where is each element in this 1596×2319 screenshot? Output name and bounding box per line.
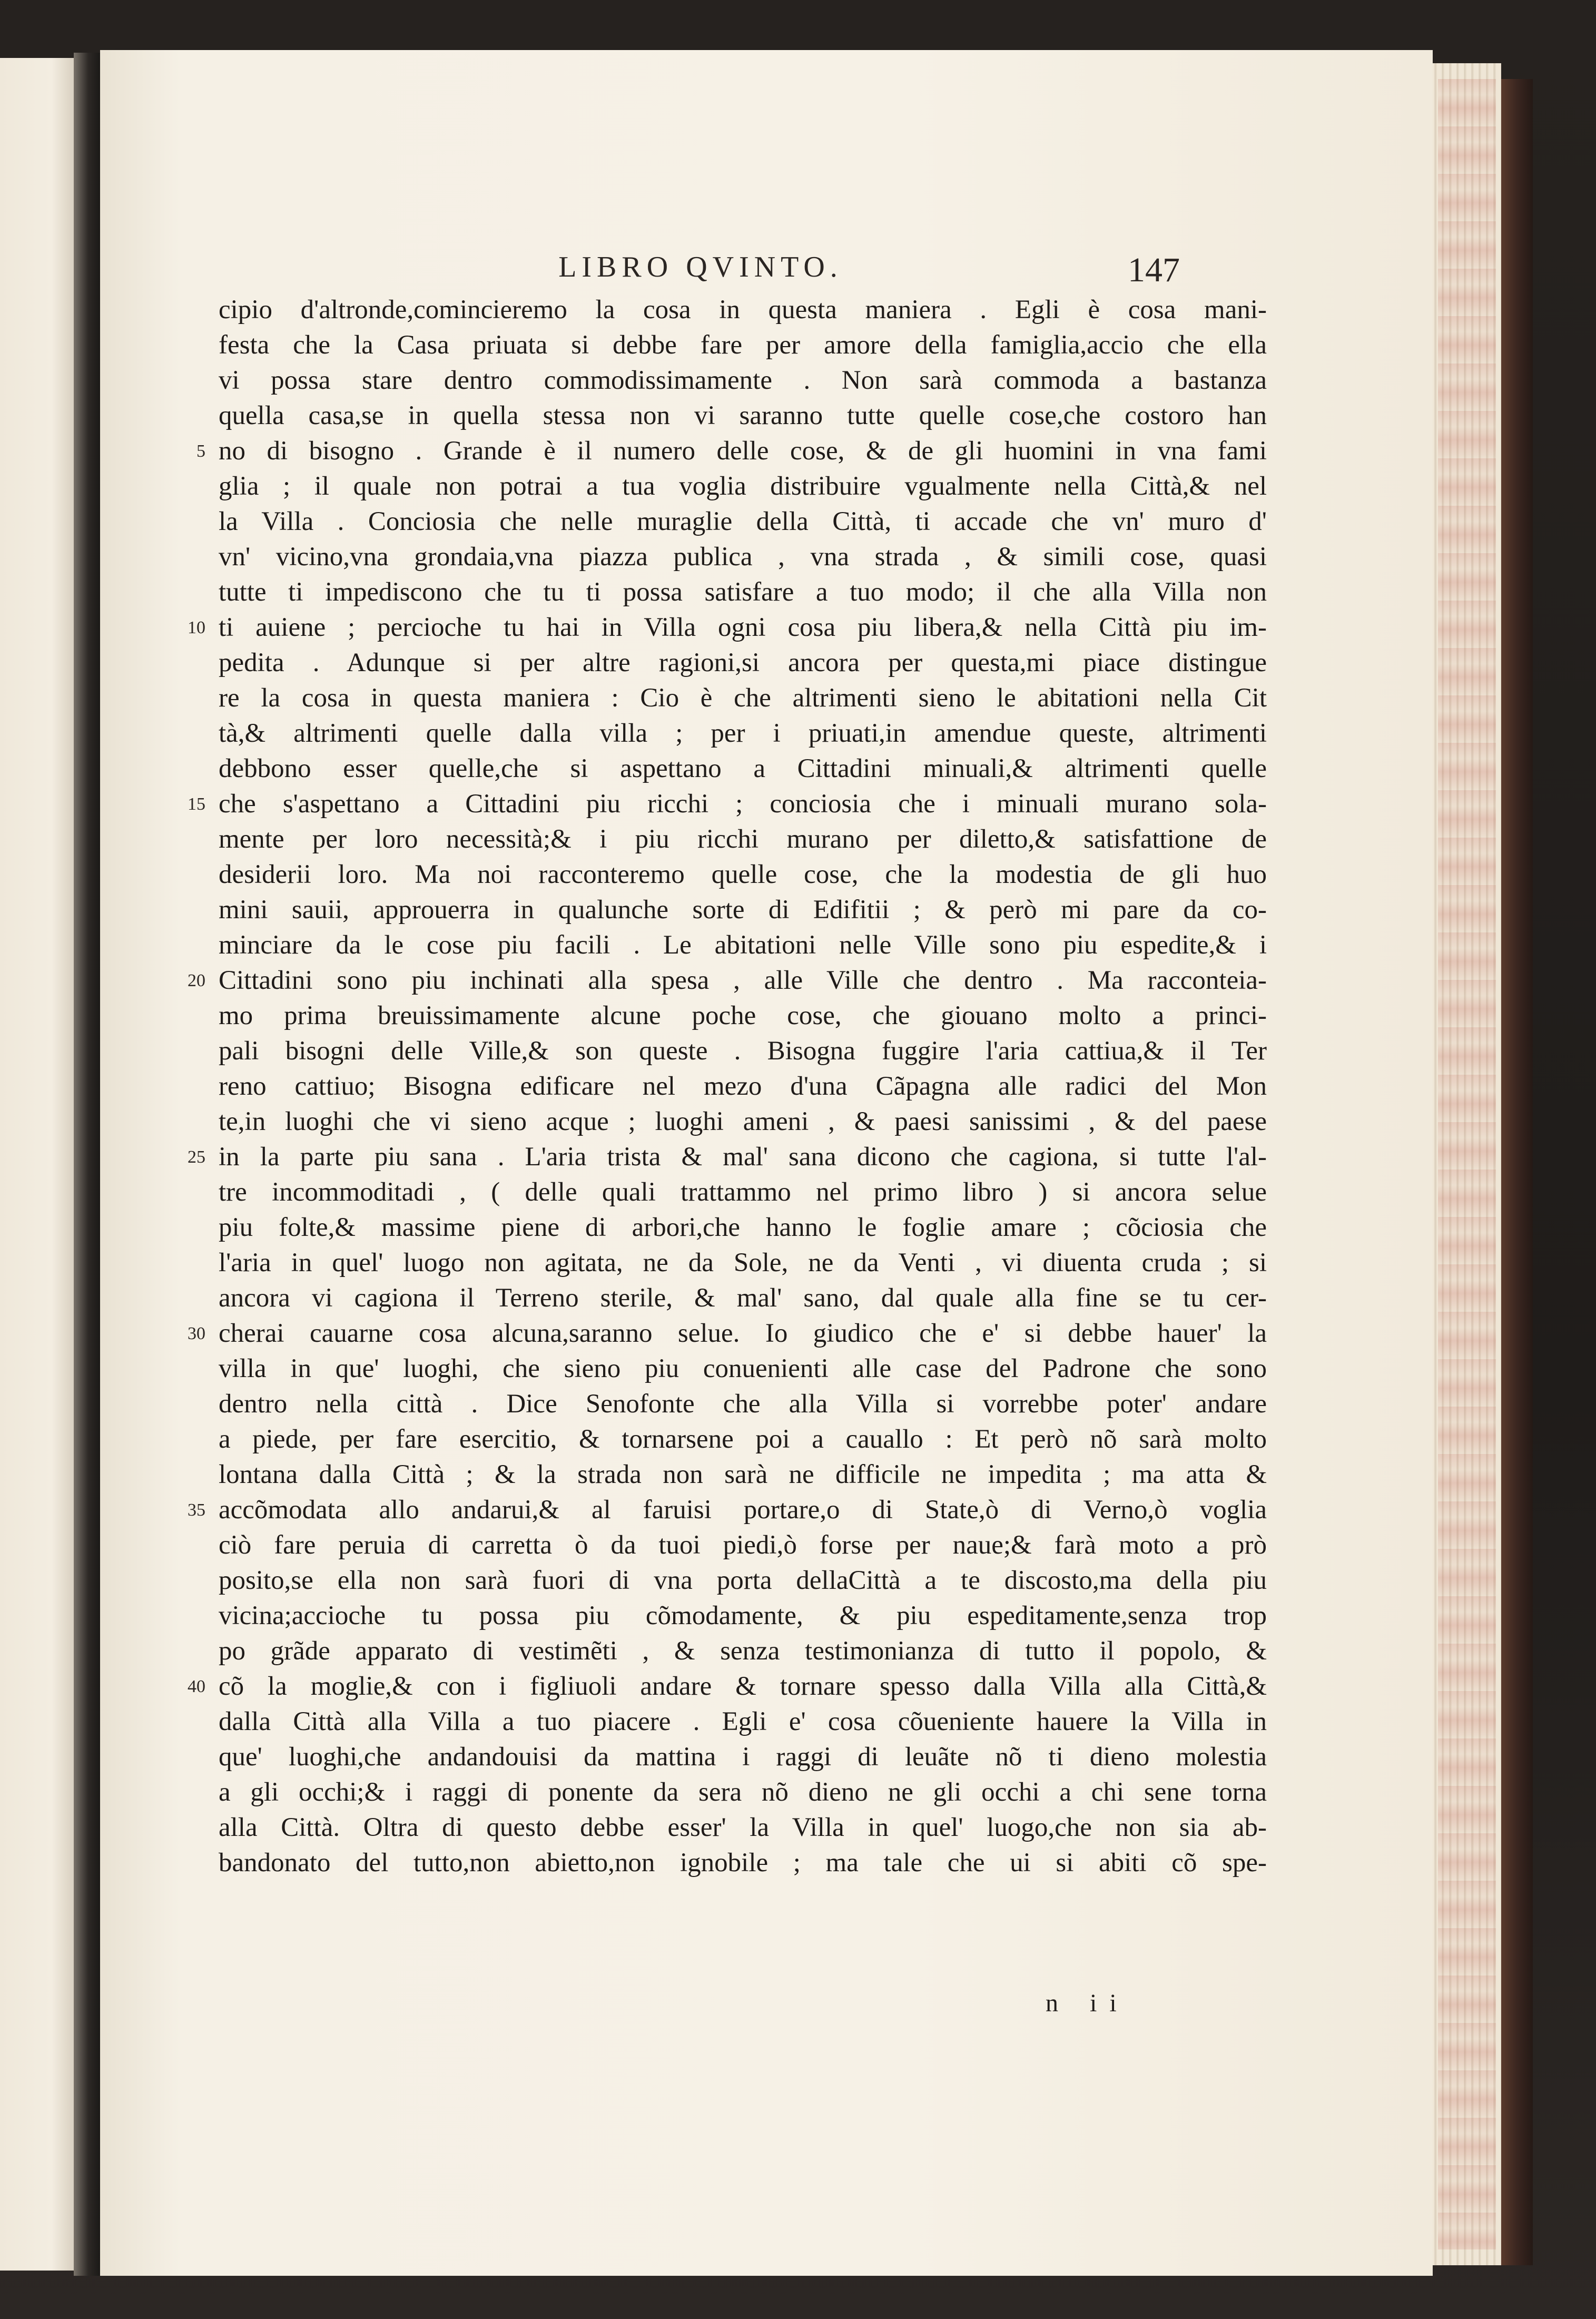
line-text: festa che la Casa priuata si debbe fare per amore della famiglia,accio che ella xyxy=(219,330,1267,360)
line-text: piu folte,& massime piene di arbori,che hanno le foglie amare ; cõciosia che xyxy=(219,1213,1267,1242)
line-text: in la parte piu sana . L'aria trista & mal' sana dicono che cagiona, si tutte l'al- xyxy=(219,1142,1267,1172)
text-line xyxy=(219,1351,1267,1387)
text-line xyxy=(219,1245,1267,1281)
text-line xyxy=(219,1034,1267,1069)
text-line xyxy=(188,1139,1267,1175)
book-cover-edge xyxy=(1501,79,1533,2265)
line-text: tre incommoditadi , ( delle quali trattammo nel primo libro ) si ancora selue xyxy=(219,1177,1267,1207)
text-line xyxy=(219,1422,1267,1457)
line-text: dentro nella città . Dice Senofonte che alla Villa si vorrebbe poter' andare xyxy=(219,1389,1267,1419)
text-line xyxy=(219,328,1267,363)
line-text: cherai cauarne cosa alcuna,saranno selue. Io giudico che e' si debbe hauer' la xyxy=(219,1319,1267,1348)
text-line xyxy=(219,1528,1267,1563)
text-line xyxy=(219,716,1267,751)
text-line xyxy=(188,610,1267,645)
page-edges-stain xyxy=(1438,79,1496,2249)
line-text: vicina;accioche tu possa piu cõmodamente, & piu espeditamente,senza trop xyxy=(219,1601,1267,1630)
text-line xyxy=(219,751,1267,787)
line-number: 40 xyxy=(188,1677,205,1696)
text-line xyxy=(219,998,1267,1034)
running-title: LIBRO QVINTO. xyxy=(558,251,843,283)
line-text: glia ; il quale non potrai a tua voglia distribuire vgualmente nella Città,& nel xyxy=(219,471,1267,501)
line-text: cõ la moglie,& con i figliuoli andare & tornare spesso dalla Villa alla Città,& xyxy=(219,1672,1267,1701)
text-line xyxy=(219,1175,1267,1210)
line-text: alla Città. Oltra di questo debbe esser' la Villa in quel' luogo,che non sia ab- xyxy=(219,1813,1267,1842)
line-text: posito,se ella non sarà fuori di vna porta dellaCittà a te discosto,ma della piu xyxy=(219,1566,1267,1595)
line-text: tutte ti impediscono che tu ti possa satisfare a tuo modo; il che alla Villa non xyxy=(219,577,1267,607)
line-text: la Villa . Conciosia che nelle muraglie della Città, ti accade che vn' muro d' xyxy=(219,507,1267,536)
text-line xyxy=(188,1492,1267,1528)
line-text: pali bisogni delle Ville,& son queste . Bisogna fuggire l'aria cattiua,& il Ter xyxy=(219,1036,1267,1066)
text-line xyxy=(219,1104,1267,1139)
text-line xyxy=(196,434,1267,469)
text-line xyxy=(219,1387,1267,1422)
line-text: ciò fare peruia di carretta ò da tuoi piedi,ò forse per naue;& farà moto a prò xyxy=(219,1530,1267,1560)
text-line xyxy=(219,292,1267,328)
line-text: lontana dalla Città ; & la strada non sarà ne difficile ne impedita ; ma atta & xyxy=(219,1460,1267,1489)
line-number: 15 xyxy=(188,794,205,814)
line-text: desiderii loro. Ma noi racconteremo quelle cose, che la modestia de gli huo xyxy=(219,860,1267,889)
text-line xyxy=(219,1563,1267,1598)
line-text: ancora vi cagiona il Terreno sterile, & mal' sano, dal quale alla fine se tu cer- xyxy=(219,1283,1267,1313)
text-line xyxy=(219,1210,1267,1245)
text-block xyxy=(188,292,1267,1881)
text-line xyxy=(219,1457,1267,1492)
text-line xyxy=(219,1598,1267,1634)
text-line xyxy=(219,504,1267,539)
line-text: quella casa,se in quella stessa non vi saranno tutte quelle cose,che costoro han xyxy=(219,401,1267,430)
signature-mark: n ii xyxy=(1046,1989,1129,2017)
line-text: dalla Città alla Villa a tuo piacere . Egli e' cosa cõueniente hauere la Villa in xyxy=(219,1707,1267,1736)
text-line xyxy=(219,1740,1267,1775)
running-head xyxy=(100,250,1433,298)
text-line xyxy=(219,398,1267,434)
book-gutter xyxy=(74,53,100,2276)
text-line xyxy=(219,681,1267,716)
line-text: pedita . Adunque si per altre ragioni,si ancora per questa,mi piace distingue xyxy=(219,648,1267,677)
line-text: reno cattiuo; Bisogna edificare nel mezo d'una Cãpagna alle radici del Mon xyxy=(219,1072,1267,1101)
text-line xyxy=(219,1845,1267,1881)
text-line xyxy=(219,822,1267,857)
line-text: a piede, per fare esercitio, & tornarsene poi a cauallo : Et però nõ sarà molto xyxy=(219,1424,1267,1454)
line-text: no di bisogno . Grande è il numero delle cose, & de gli huomini in vna fami xyxy=(219,436,1267,466)
text-line xyxy=(219,1704,1267,1740)
text-line xyxy=(188,963,1267,998)
text-line xyxy=(219,539,1267,575)
line-text: re la cosa in questa maniera : Cio è che altrimenti sieno le abitationi nella Cit xyxy=(219,683,1267,713)
line-text: po grãde apparato di vestimẽti , & senza testimonianza di tutto il popolo, & xyxy=(219,1636,1267,1666)
line-number: 30 xyxy=(188,1324,205,1343)
text-line xyxy=(219,892,1267,928)
text-line xyxy=(219,1069,1267,1104)
text-line xyxy=(219,928,1267,963)
line-text: que' luoghi,che andandouisi da mattina i raggi di leuãte nõ ti dieno molestia xyxy=(219,1742,1267,1772)
line-text: accõmodata allo andarui,& al faruisi portare,o di State,ò di Verno,ò voglia xyxy=(219,1495,1267,1525)
line-text: te,in luoghi che vi sieno acque ; luoghi ameni , & paesi sanissimi , & del paese xyxy=(219,1107,1267,1136)
book-page xyxy=(100,50,1433,2276)
text-line xyxy=(219,363,1267,398)
line-number: 25 xyxy=(188,1147,205,1167)
text-line xyxy=(219,1634,1267,1669)
line-text: a gli occhi;& i raggi di ponente da sera nõ dieno ne gli occhi a chi sene torna xyxy=(219,1777,1267,1807)
line-number: 5 xyxy=(196,441,205,461)
text-line xyxy=(219,575,1267,610)
line-text: mo prima breuissimamente alcune poche cose, che giouano molto a princi- xyxy=(219,1001,1267,1030)
line-number: 10 xyxy=(188,618,205,637)
line-text: vi possa stare dentro commodissimamente . Non sarà commoda a bastanza xyxy=(219,366,1267,395)
line-text: bandonato del tutto,non abietto,non ignobile ; ma tale che ui si abiti cõ spe- xyxy=(219,1848,1267,1878)
line-text: ti auiene ; percioche tu hai in Villa ogni cosa piu libera,& nella Città piu im- xyxy=(219,613,1267,642)
text-line xyxy=(188,787,1267,822)
line-number: 35 xyxy=(188,1500,205,1520)
text-line xyxy=(219,1810,1267,1845)
text-line xyxy=(219,1775,1267,1810)
line-text: che s'aspettano a Cittadini piu ricchi ; conciosia che i minuali murano sola- xyxy=(219,789,1267,819)
text-line xyxy=(188,1669,1267,1704)
text-line xyxy=(219,857,1267,892)
text-line xyxy=(188,1316,1267,1351)
line-text: debbono esser quelle,che si aspettano a Cittadini minuali,& altrimenti quelle xyxy=(219,754,1267,783)
line-text: villa in que' luoghi, che sieno piu conuenienti alle case del Padrone che sono xyxy=(219,1354,1267,1383)
line-text: mini sauii, approuerra in qualunche sorte di Edifitii ; & però mi pare da co- xyxy=(219,895,1267,925)
line-number: 20 xyxy=(188,971,205,990)
previous-page-edge xyxy=(0,58,74,2271)
line-text: cipio d'altronde,comincieremo la cosa in questa maniera . Egli è cosa mani- xyxy=(219,295,1267,325)
line-text: vn' vicino,vna grondaia,vna piazza publica , vna strada , & simili cose, quasi xyxy=(219,542,1267,572)
line-text: mente per loro necessità;& i piu ricchi murano per diletto,& satisfattione de xyxy=(219,824,1267,854)
line-text: Cittadini sono piu inchinati alla spesa , alle Ville che dentro . Ma racconteia- xyxy=(219,966,1267,995)
page-number: 147 xyxy=(1128,251,1180,289)
line-text: tà,& altrimenti quelle dalla villa ; per i priuati,in amendue queste, altrimenti xyxy=(219,719,1267,748)
text-line xyxy=(219,469,1267,504)
line-text: minciare da le cose piu facili . Le abitationi nelle Ville sono piu espedite,& i xyxy=(219,930,1267,960)
text-line xyxy=(219,1281,1267,1316)
text-line xyxy=(219,645,1267,681)
line-text: l'aria in quel' luogo non agitata, ne da Sole, ne da Venti , vi diuenta cruda ; si xyxy=(219,1248,1267,1278)
